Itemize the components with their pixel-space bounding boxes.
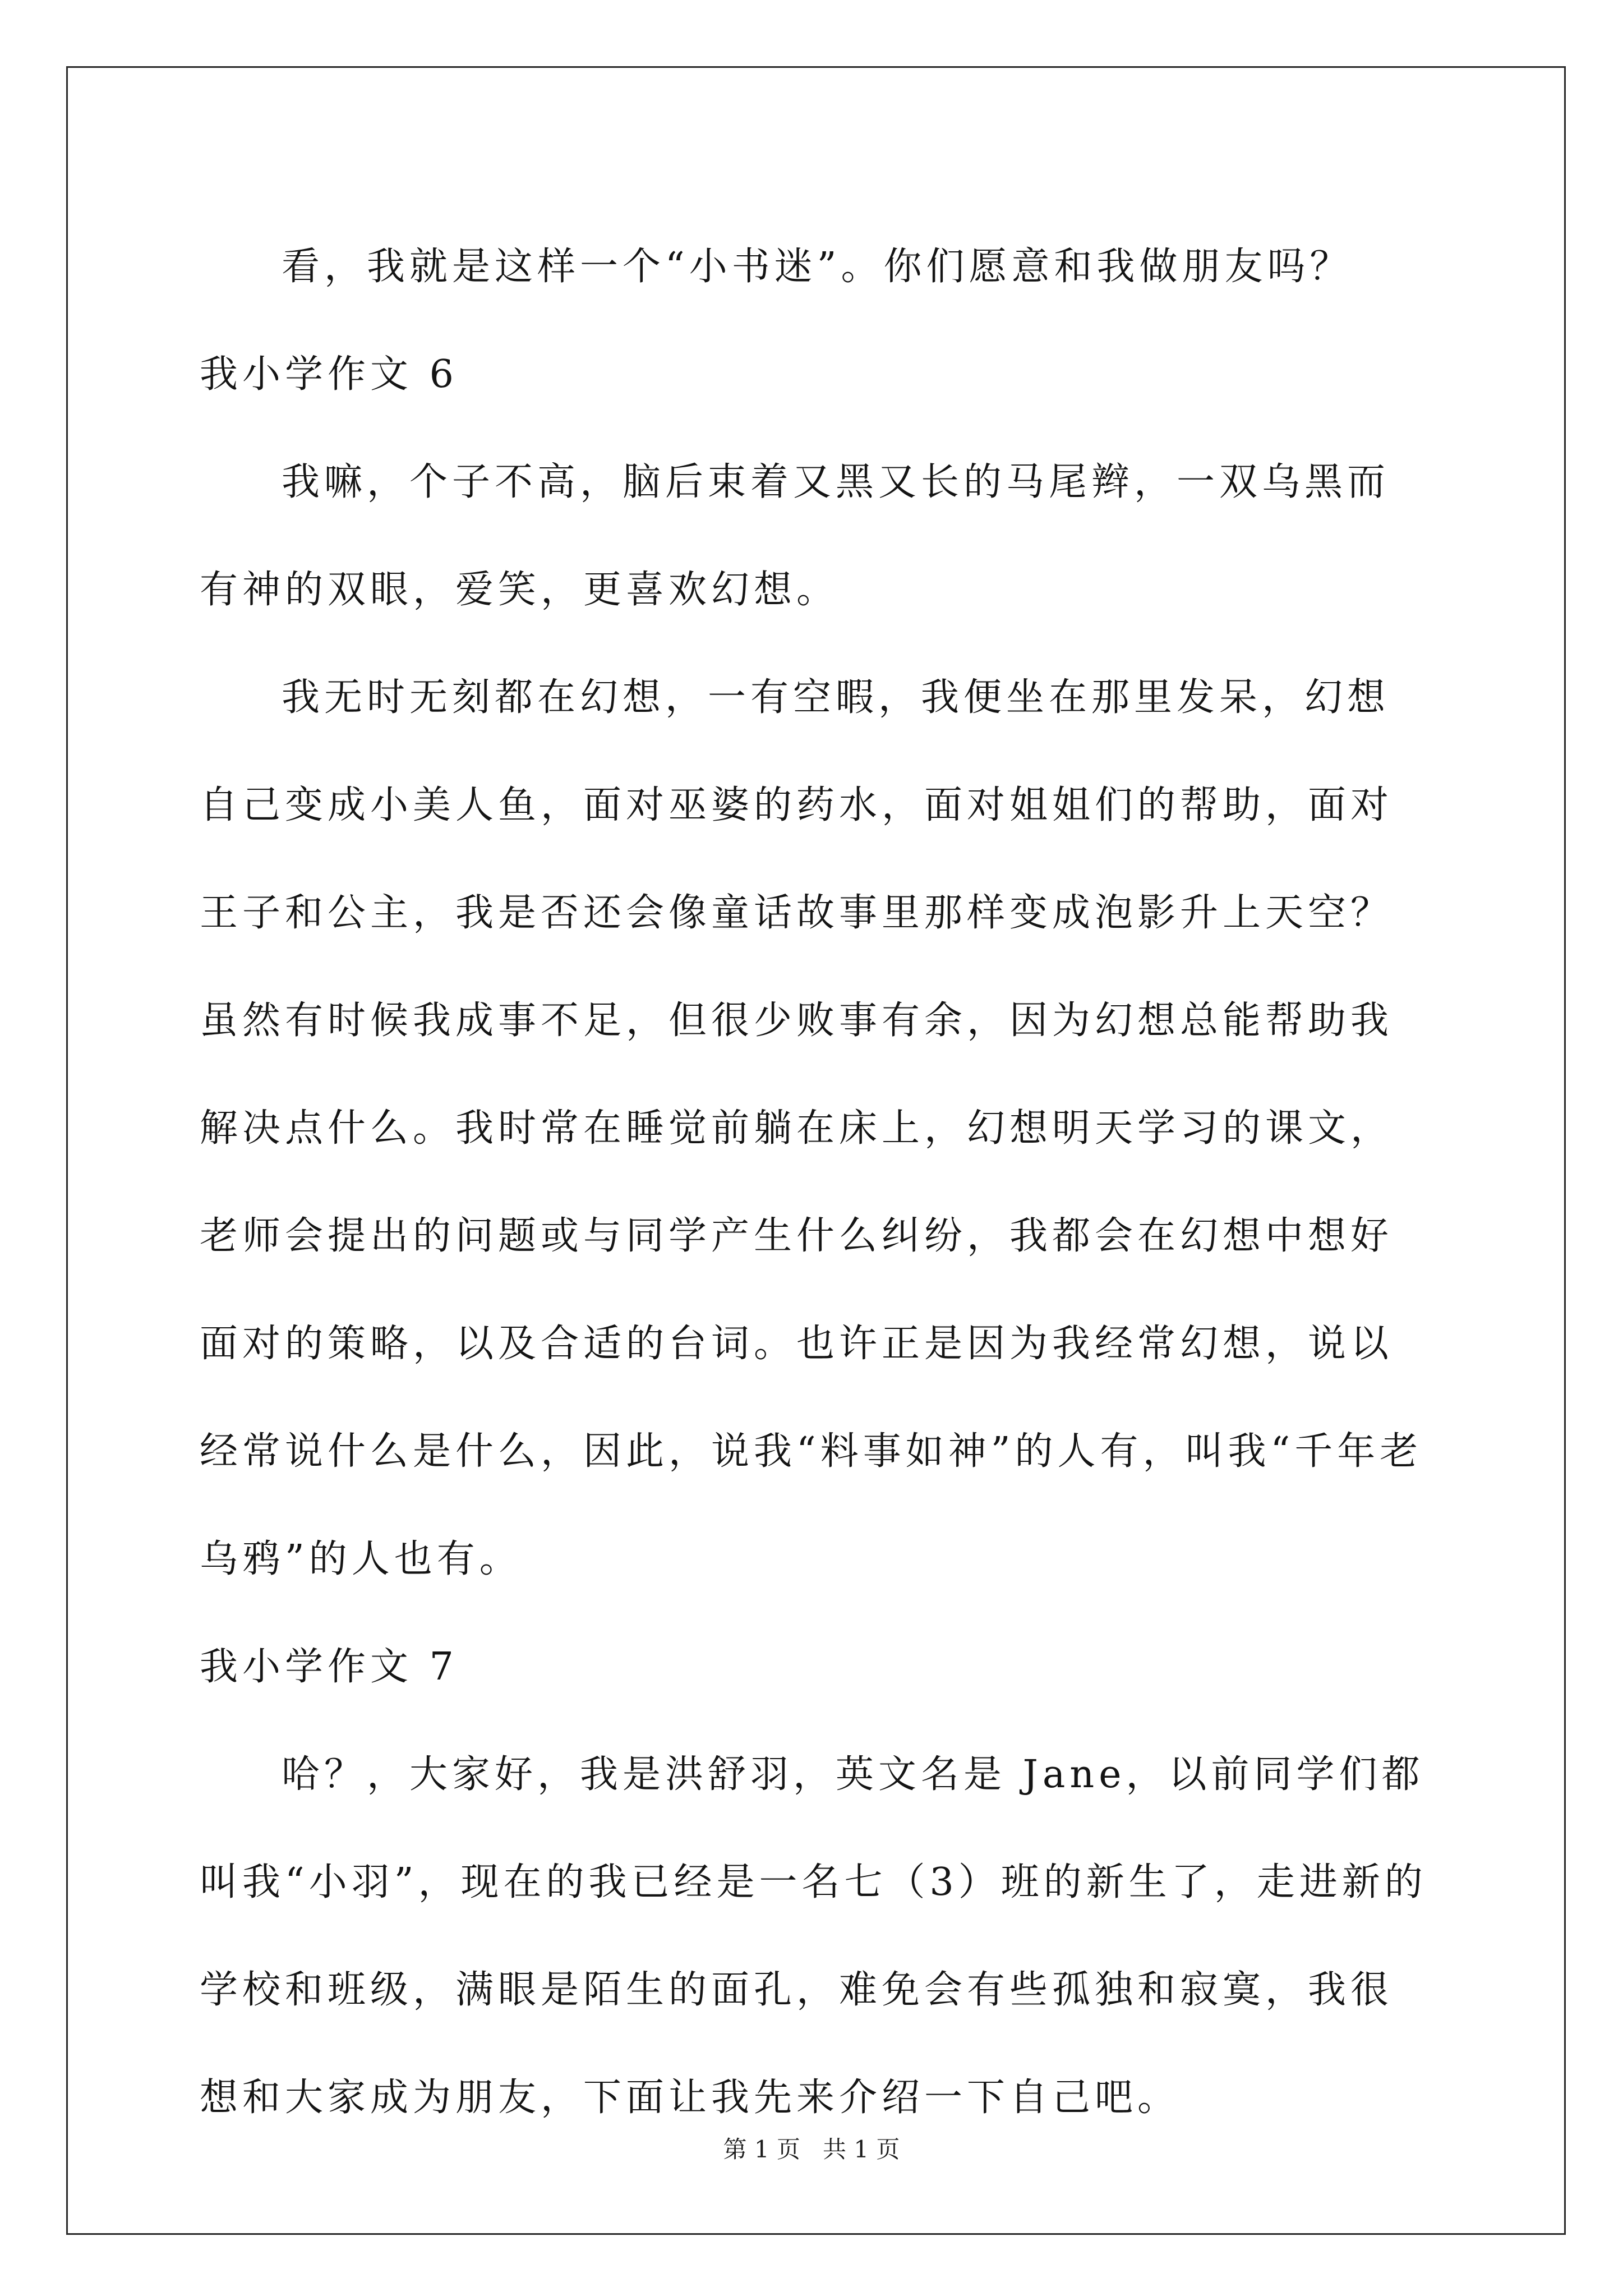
paragraph: 哈？，大家好，我是洪舒羽，英文名是 Jane，以前同学们都叫我“小羽”，现在的我已经是一名七（3）班的新生了，走进新的学校和班级，满眼是陌生的面孔，难免会有些孤独和寂寞，我很想和大家成为朋友，下面让我先来介绍一下自己吧。	[200, 1752, 1427, 2120]
document-body	[200, 213, 1428, 2152]
paragraph: 看，我就是这样一个“小书迷”。你们愿意和我做朋友吗？	[282, 245, 1353, 289]
paragraph: 我嘛，个子不高，脑后束着又黑又长的马尾辫，一双乌黑而有神的双眼，爱笑，更喜欢幻想。	[200, 460, 1390, 612]
page-number: 第 1 页	[723, 2136, 800, 2163]
page-footer	[0, 2133, 1623, 2166]
paragraph: 我无时无刻都在幻想，一有空暇，我便坐在那里发呆，幻想自己变成小美人鱼，面对巫婆的药水，面对姐姐们的帮助，面对王子和公主，我是否还会像童话故事里那样变成泡影升上天空？虽然有时候我成事不足，但很少败事有余，因为幻想总能帮助我解决点什么。我时常在睡觉前躺在床上，幻想明天学习的课文，老师会提出的问题或与同学产生什么纠纷，我都会在幻想中想好面对的策略，以及合适的台词。也许正是因为我经常幻想，说以经常说什么是什么，因此，说我“料事如神”的人有，叫我“千年老乌鸦”的人也有。	[200, 675, 1423, 1581]
section-heading: 我小学作文 6	[200, 352, 458, 397]
section-heading: 我小学作文 7	[200, 1645, 458, 1689]
page-total: 共 1 页	[823, 2136, 900, 2163]
